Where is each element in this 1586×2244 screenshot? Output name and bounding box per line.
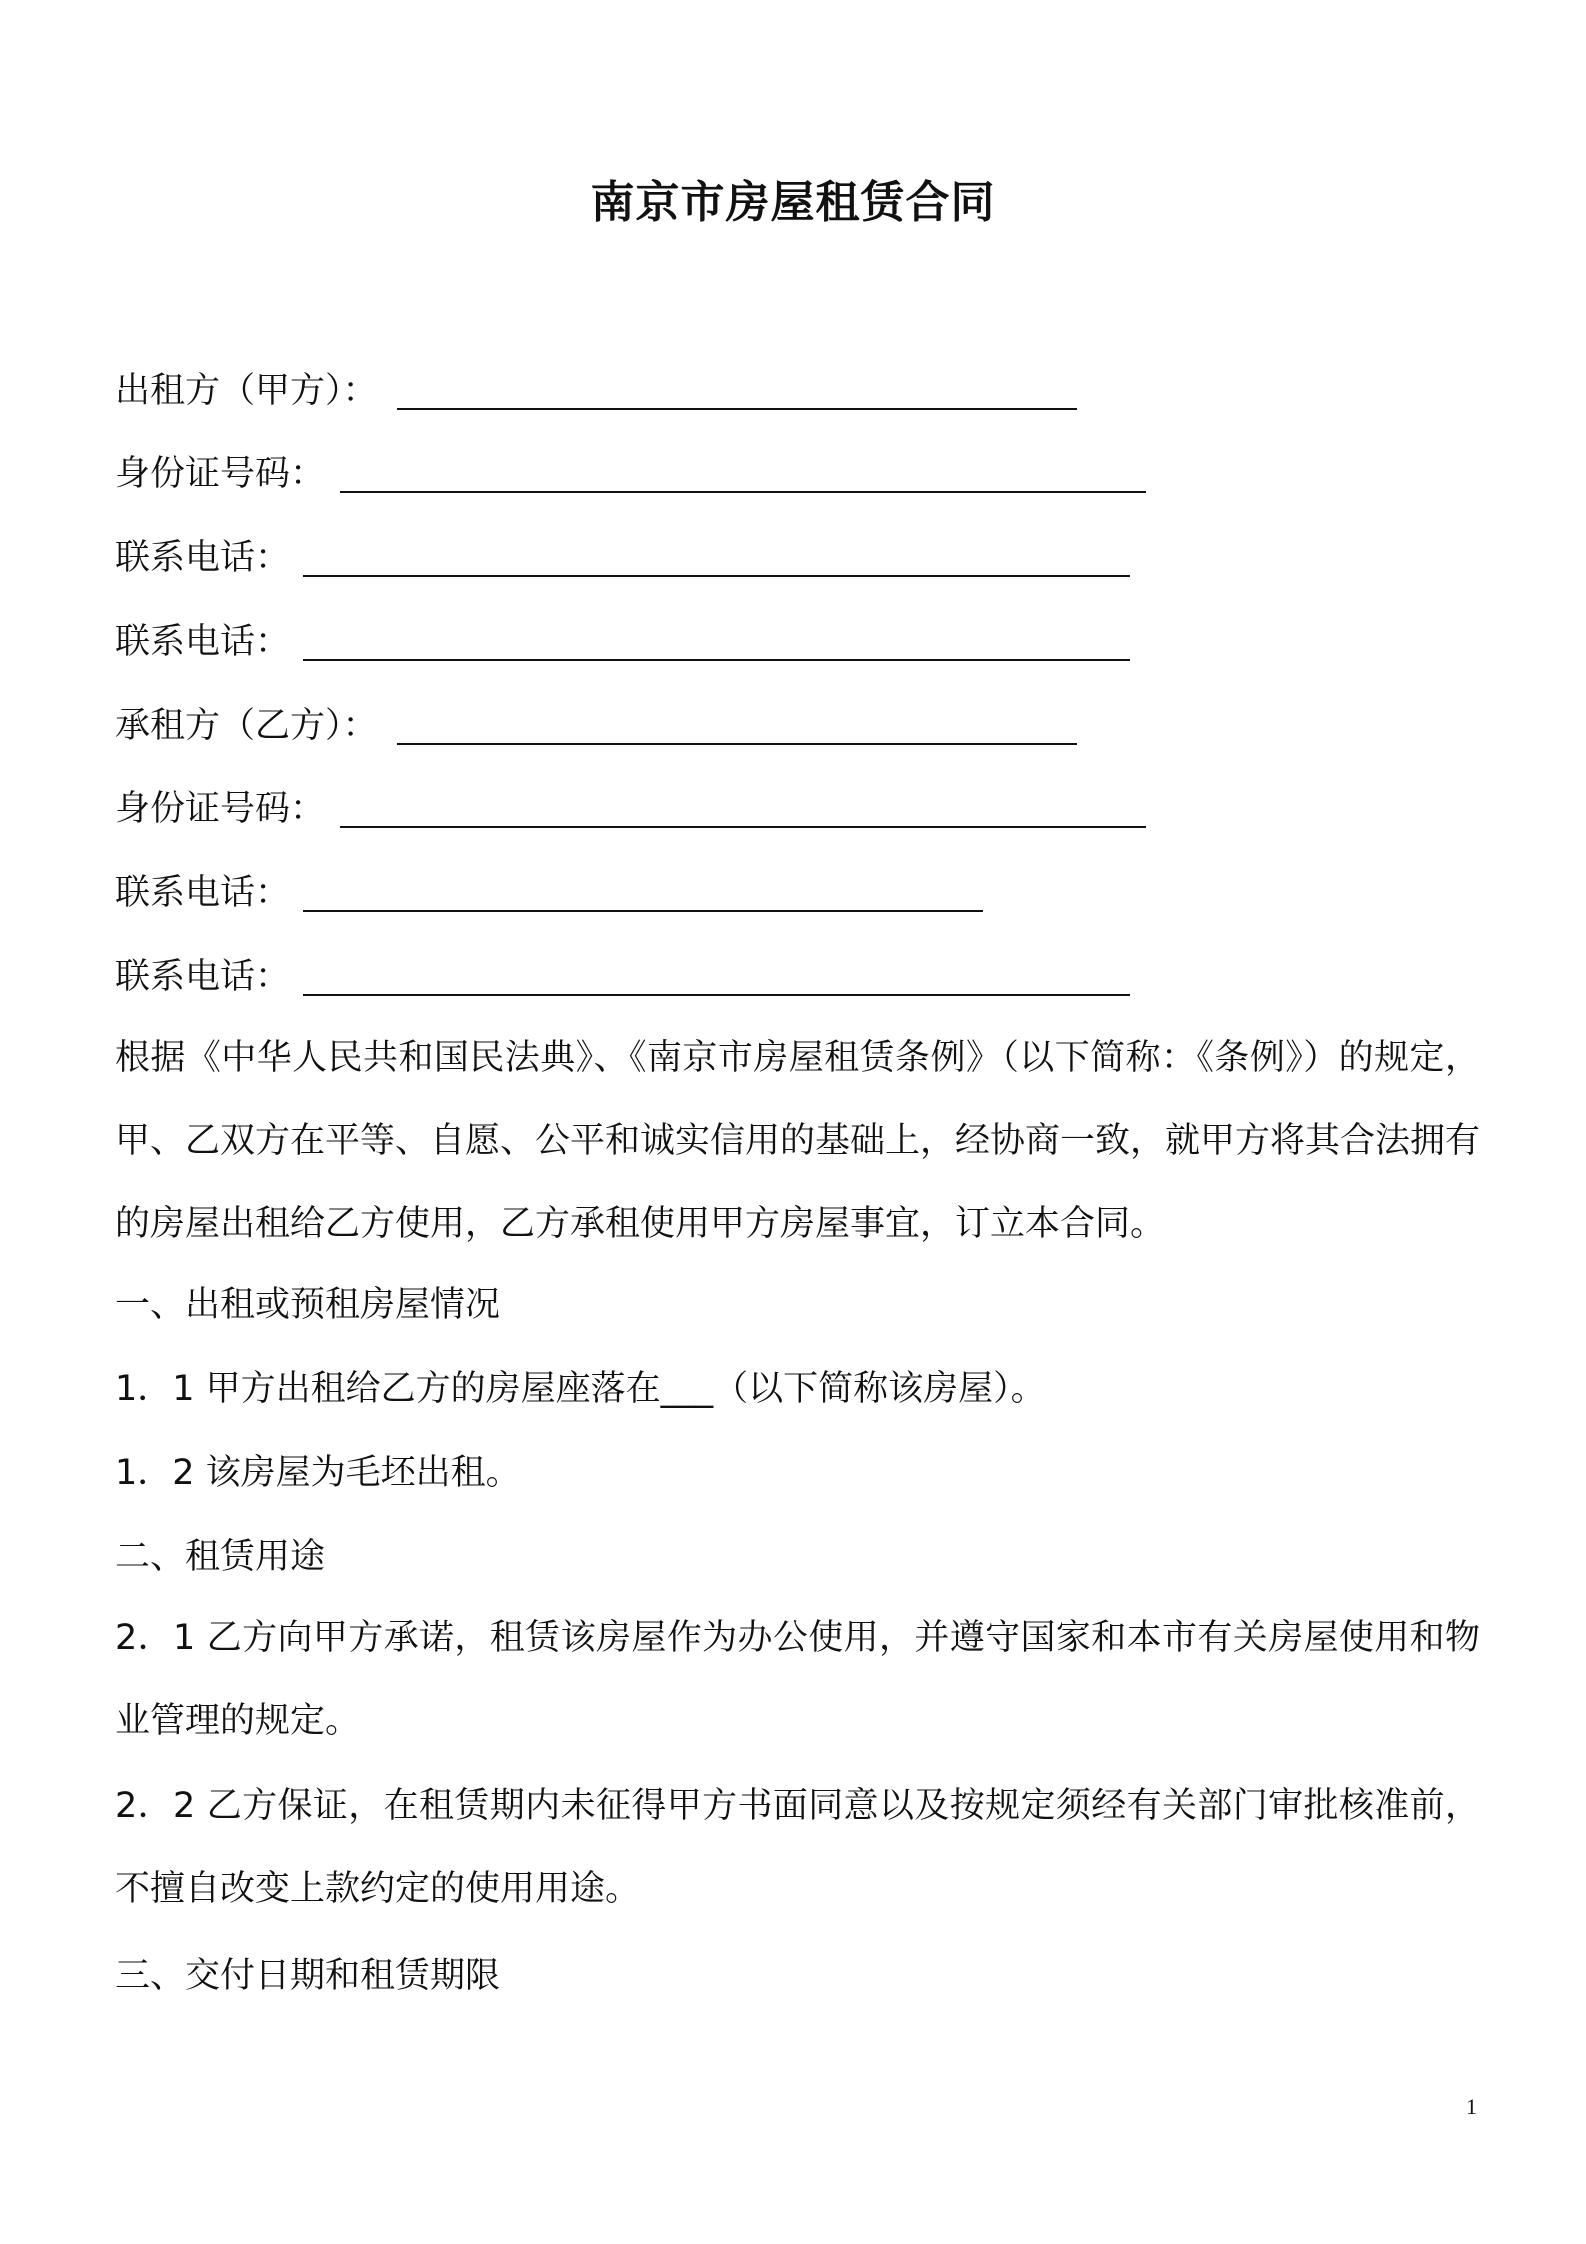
lessor-phone-blank-2[interactable] bbox=[303, 659, 1130, 661]
lessee-id-field bbox=[115, 786, 325, 832]
lessee-phone-label-1: 联系电话： bbox=[115, 873, 291, 913]
lessee-blank[interactable] bbox=[397, 743, 1077, 745]
document-title: 南京市房屋租赁合同 bbox=[590, 177, 996, 228]
section-2-heading: 二、租赁用途 bbox=[115, 1537, 326, 1577]
preamble-paragraph: 根据《中华人民共和国民法典》、《南京市房屋租赁条例》（以下简称：《条例》）的规定，甲、乙双方在平等、自愿、公平和诚实信用的基础上，经协商一致，就甲方将其合法拥有的房屋出租给乙方使用，乙方承租使用甲方房屋事宜，订立本合同。 bbox=[115, 1038, 1481, 1244]
section-1-heading: 一、出租或预租房屋情况 bbox=[115, 1285, 501, 1325]
lessor-phone-blank-1[interactable] bbox=[303, 575, 1130, 577]
lessee-field bbox=[115, 703, 378, 749]
lessor-phone-label-2: 联系电话： bbox=[115, 622, 291, 662]
lessor-id-label: 身份证号码： bbox=[115, 454, 326, 494]
clause-2-1: 2．1 乙方向甲方承诺，租赁该房屋作为办公使用，并遵守国家和本市有关房屋使用和物业管理的规定。 bbox=[115, 1618, 1480, 1741]
lessor-blank[interactable] bbox=[397, 408, 1077, 410]
lessor-label: 出租方（甲方）： bbox=[115, 371, 378, 411]
section-3-heading: 三、交付日期和租赁期限 bbox=[115, 1956, 501, 1996]
lessee-phone-blank-2[interactable] bbox=[303, 994, 1130, 996]
lessor-phone-field-1 bbox=[115, 535, 290, 581]
clause-2-2: 2．2 乙方保证，在租赁期内未征得甲方书面同意以及按规定须经有关部门审批核准前，不擅自改变上款约定的使用用途。 bbox=[115, 1786, 1480, 1909]
lessor-id-blank[interactable] bbox=[340, 491, 1146, 493]
lessee-phone-field-2 bbox=[115, 954, 290, 1000]
clause-1-1: 1．1 甲方出租给乙方的房屋座落在___（以下简称该房屋）。 bbox=[115, 1369, 1046, 1409]
lessee-id-blank[interactable] bbox=[340, 826, 1146, 828]
lessor-phone-field-2 bbox=[115, 619, 290, 665]
lessee-phone-blank-1[interactable] bbox=[303, 910, 983, 912]
lessee-phone-field-1 bbox=[115, 870, 290, 916]
lessor-id-field bbox=[115, 451, 325, 497]
lessee-phone-label-2: 联系电话： bbox=[115, 957, 291, 997]
lessor-phone-label-1: 联系电话： bbox=[115, 538, 291, 578]
page-number: 1 bbox=[1466, 2094, 1477, 2119]
lessee-id-label: 身份证号码： bbox=[115, 789, 326, 829]
lessee-label: 承租方（乙方）： bbox=[115, 706, 378, 746]
lessor-field bbox=[115, 368, 378, 414]
clause-1-2: 1．2 该房屋为毛坯出租。 bbox=[115, 1453, 521, 1493]
